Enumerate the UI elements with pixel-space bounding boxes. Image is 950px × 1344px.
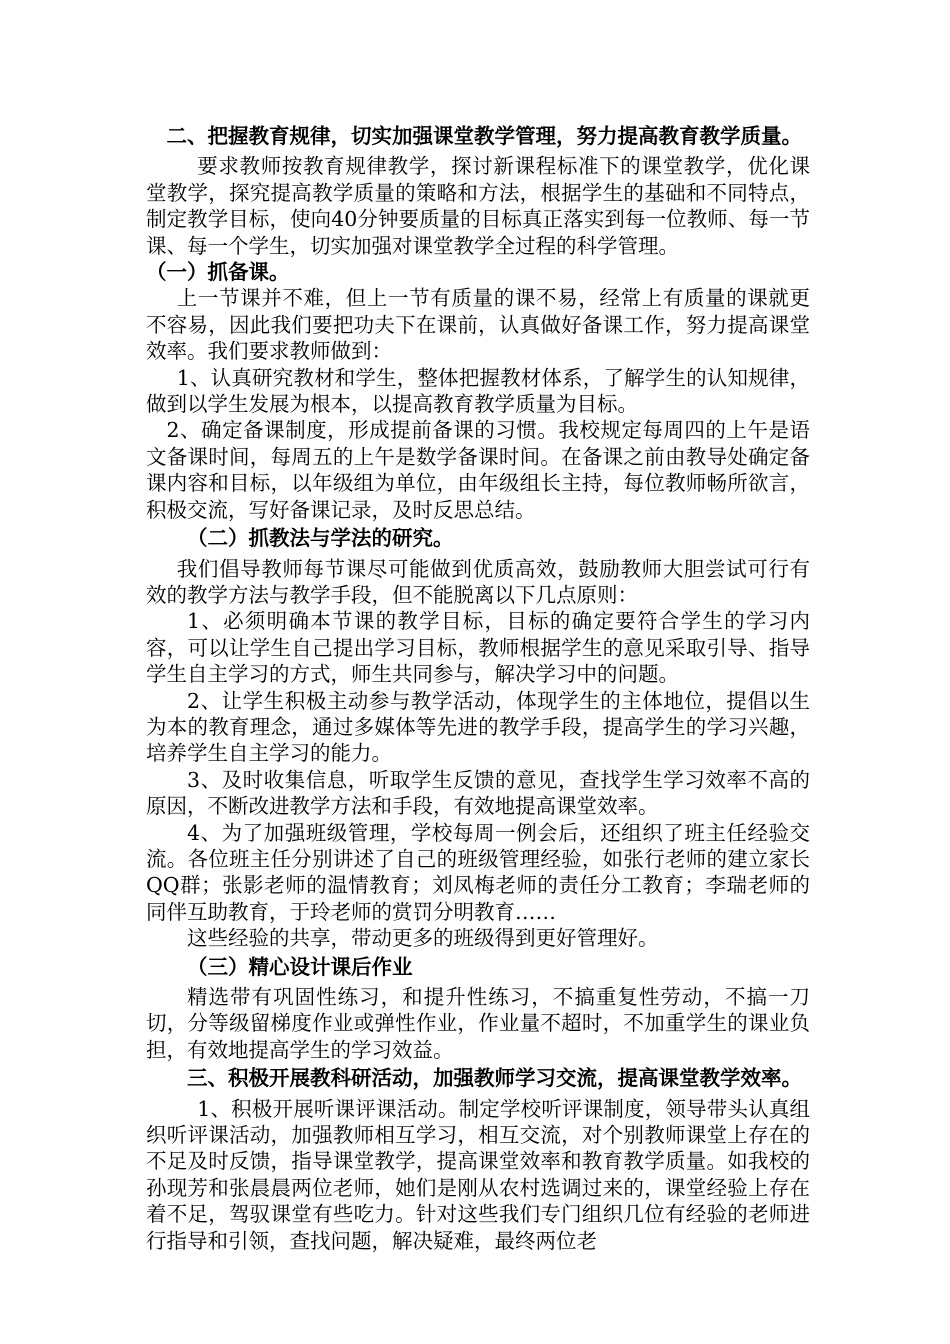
sub2-item1: 1、必须明确本节课的教学目标，目标的确定要符合学生的学习内容，可以让学生自己提出学习目标，教师根据学生的意见采取引导、指导学生自主学习的方式，师生共同参与，解决学习中的问题。 — [146, 609, 810, 687]
sub2-item3: 3、及时收集信息，听取学生反馈的意见，查找学生学习效率不高的原因，不断改进教学方法和手段，有效地提高课堂效率。 — [146, 767, 810, 819]
sub3-text: 精选带有巩固性练习，和提升性练习，不搞重复性劳动，不搞一刀切，分等级留梯度作业或弹性作业，作业量不超时，不加重学生的课业负担，有效地提高学生的学习效益。 — [146, 985, 810, 1062]
sub2-heading: （二）抓教法与学法的研究。 — [187, 526, 454, 551]
section3-item1: 1、积极开展听课评课活动。制定学校听评课制度，领导带头认真组织听评课活动，加强教师相互学习，相互交流，对个别教师课堂上存在的不足及时反馈，指导课堂教学，提高课堂效率和教育教学质量。如我校的孙现芳和张晨晨两位老师，她们是刚从农村选调过来的，课堂经验上存在着不足，驾驭课堂有些吃力。针对这些我们专门组织几位有经验的老师进行指导和引领，查找问题，解决疑难，最终两位老 — [146, 1096, 810, 1253]
section3-heading: 三、积极开展教科研活动，加强教师学习交流，提高课堂教学效率。 — [187, 1066, 802, 1091]
sub2-intro: 我们倡导教师每节课尽可能做到优质高效，鼓励教师大胆尝试可行有效的教学方法与教学手段，但不能脱离以下几点原则： — [146, 556, 810, 607]
sub1-item2: 2、确定备课制度，形成提前备课的习惯。我校规定每周四的上午是语文备课时间，每周五的上午是数学备课时间。在备课之前由教导处确定备课内容和目标，以年级组为单位，由年级组长主持，每位教师畅所欲言，积极交流，写好备课记录，及时反思总结。 — [146, 418, 810, 522]
sub1-item1: 1、认真研究教材和学生，整体把握教材体系，了解学生的认知规律，做到以学生发展为根本，以提高教育教学质量为目标。 — [146, 365, 810, 417]
sub2-closing: 这些经验的共享，带动更多的班级得到更好管理好。 — [187, 926, 659, 951]
sub3-heading: （三）精心设计课后作业 — [187, 954, 413, 979]
sub1-heading: （一）抓备课。 — [146, 260, 290, 285]
sub1-intro: 上一节课并不难，但上一节有质量的课不易，经常上有质量的课就更不容易，因此我们要把功夫下在课前，认真做好备课工作，努力提高课堂效率。我们要求教师做到： — [146, 286, 810, 364]
section2-heading: 二、把握教育规律，切实加强课堂教学管理，努力提高教育教学质量。 — [166, 124, 802, 148]
document-page — [146, 123, 810, 1254]
sub2-item2: 2、让学生积极主动参与教学活动，体现学生的主体地位，提倡以生为本的教育理念，通过多媒体等先进的教学手段，提高学生的学习兴趣，培养学生自主学习的能力。 — [146, 688, 810, 766]
section2-intro: 要求教师按教育规律教学，探讨新课程标准下的课堂教学，优化课堂教学，探究提高教学质量的策略和方法，根据学生的基础和不同特点，制定教学目标，使向40分钟要质量的目标真正落实到每一位教师、每一节课、每一个学生，切实加强对课堂教学全过程的科学管理。 — [146, 154, 810, 258]
sub2-item4: 4、为了加强班级管理，学校每周一例会后，还组织了班主任经验交流。各位班主任分别讲述了自己的班级管理经验，如张行老师的建立家长QQ群；张影老师的温情教育；刘凤梅老师的责任分工教育；李瑞老师的同伴互助教育，于玲老师的赏罚分明教育…… — [146, 820, 810, 924]
